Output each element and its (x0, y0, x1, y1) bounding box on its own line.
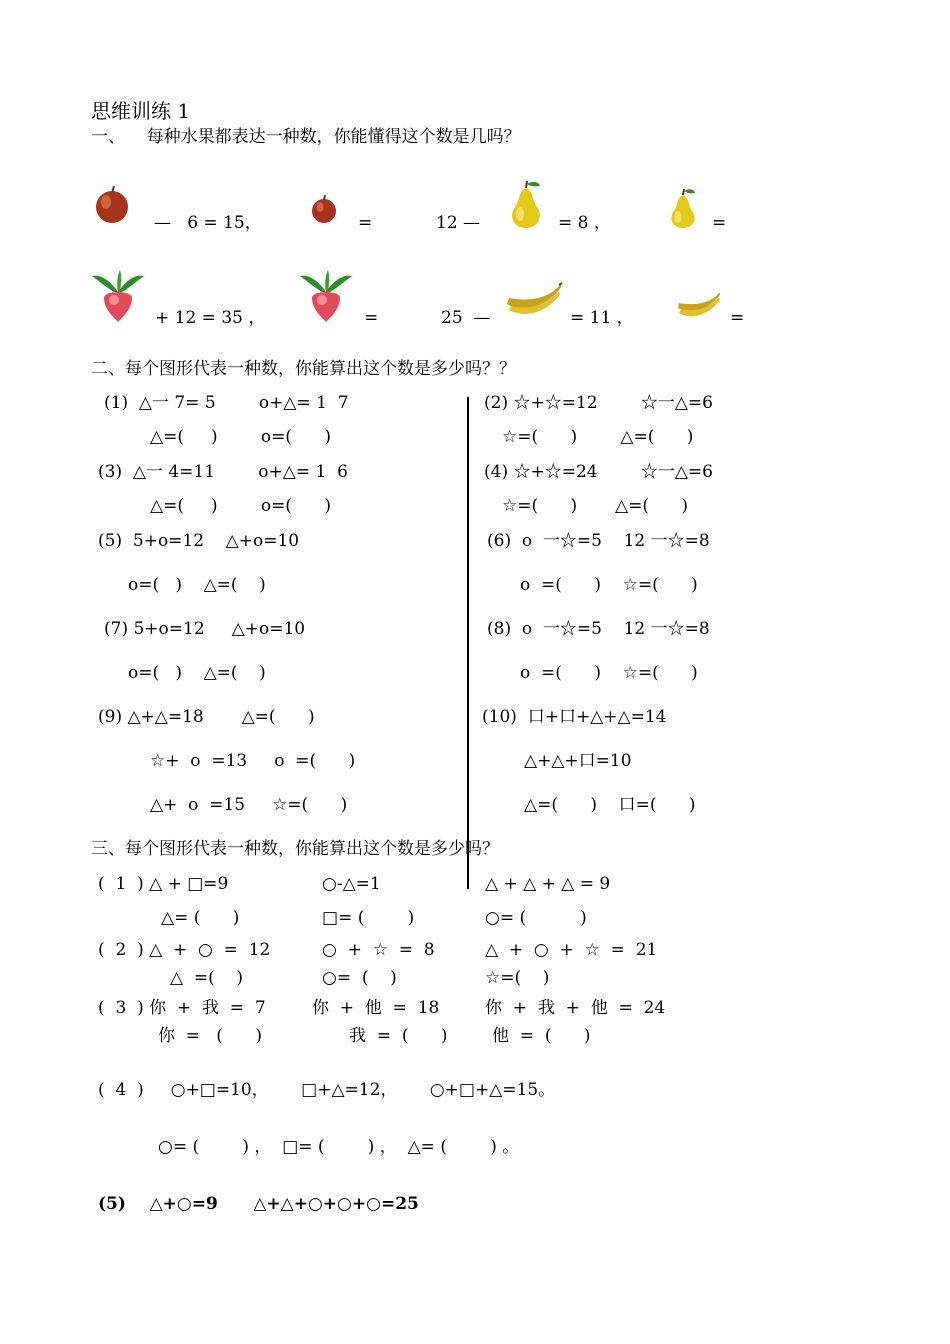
column-divider (467, 397, 469, 889)
section2-heading: 二、每个图形代表一种数，你能算出这个数是多少吗？？ (91, 359, 516, 379)
q2-answer-b: ○= ( ) (322, 968, 397, 988)
eq-banana-minus: 25 — (441, 308, 491, 328)
problem-7-answers: o=( ) △=( ) (128, 663, 266, 683)
problem-10-line1: (10) 口+口+△+△=14 (482, 707, 667, 727)
eq-pear-result: = 8 ， (558, 213, 611, 233)
q3-answer-b: 我 = ( ) (349, 1026, 448, 1046)
q3-equation-c: 你 + 我 + 他 = 24 (485, 998, 666, 1018)
eq-radish-plus: + 12 = 35 ， (155, 308, 266, 328)
problem-9-line2: ☆+ o =13 o =( ) (150, 751, 356, 771)
apple-icon (311, 194, 337, 224)
eq-banana-result: = 11 ， (570, 308, 634, 328)
q3-answer-c: 他 = ( ) (492, 1026, 591, 1046)
problem-8-equations: (8) o 一☆=5 12 一☆=8 (487, 619, 710, 639)
problem-5-equations: (5) 5+o=12 △+o=10 (98, 531, 300, 551)
q3-answer-a: 你 = ( ) (158, 1026, 262, 1046)
q1-equation-b: ○-△=1 (322, 874, 381, 894)
problem-2-equations: (2) ☆+☆=12 ☆一△=6 (484, 393, 713, 413)
pear-icon (665, 188, 701, 230)
eq-pear-equals: = (712, 213, 727, 233)
q2-answer-c: ☆=( ) (485, 968, 550, 988)
problem-9-line3: △+ o =15 ☆=( ) (150, 795, 348, 815)
problem-2-answers: ☆=( ) △=( ) (502, 427, 694, 447)
q2-equation-c: △ + ○ + ☆ = 21 (485, 940, 658, 960)
banana-icon (676, 290, 722, 322)
q1-equation-a: ( 1 ) △ + □=9 (98, 874, 229, 894)
problem-1-equations: (1) △一 7= 5 o+△= 1 7 (104, 393, 349, 413)
radish-icon (90, 270, 146, 324)
problem-7-equations: (7) 5+o=12 △+o=10 (104, 619, 306, 639)
radish-icon (298, 270, 354, 324)
banana-icon (505, 282, 563, 320)
eq-banana-equals: = (730, 308, 745, 328)
problem-4-equations: (4) ☆+☆=24 ☆一△=6 (484, 462, 713, 482)
q2-answer-a: △ =( ) (170, 968, 244, 988)
eq-radish-equals: = (364, 308, 379, 328)
q1-answer-c: ○= ( ) (485, 908, 587, 928)
problem-1-answers: △=( ) o=( ) (150, 427, 331, 447)
q4-equations: ( 4 ) ○+□=10， □+△=12， ○+□+△=15。 (98, 1080, 556, 1100)
pear-icon (504, 180, 548, 230)
section1-heading: 一、 每种水果都表达一种数，你能懂得这个数是几吗？ (91, 127, 521, 147)
q4-answers: ○= ( ) ， □= ( ) ， △= ( ) 。 (158, 1137, 520, 1157)
q5-equations: (5) △+○=9 △+△+○+○+○=25 (98, 1194, 419, 1214)
q2-equation-a: ( 2 ) △ + ○ = 12 (98, 940, 271, 960)
page-title: 思维训练 1 (91, 99, 191, 123)
problem-4-answers: ☆=( ) △=( ) (502, 496, 689, 516)
q1-equation-c: △ + △ + △ = 9 (485, 874, 611, 894)
problem-3-answers: △=( ) o=( ) (150, 496, 331, 516)
section3-heading: 三、每个图形代表一种数，你能算出这个数是多少吗？ (91, 839, 499, 859)
q3-equation-a: ( 3 ) 你 + 我 = 7 (98, 998, 266, 1018)
q1-answer-a: △= ( ) (161, 908, 240, 928)
q3-equation-b: 你 + 他 = 18 (312, 998, 440, 1018)
problem-10-line2: △+△+口=10 (524, 751, 632, 771)
problem-5-answers: o=( ) △=( ) (128, 575, 266, 595)
problem-10-line3: △=( ) 口=( ) (524, 795, 696, 815)
eq-apple-minus: — 6 = 15， (154, 213, 262, 233)
eq-apple-equals: = (358, 213, 373, 233)
eq-pear-minus: 12 — (436, 213, 481, 233)
problem-6-answers: o =( ) ☆=( ) (520, 575, 698, 595)
q2-equation-b: ○ + ☆ = 8 (322, 940, 435, 960)
problem-6-equations: (6) o 一☆=5 12 一☆=8 (487, 531, 710, 551)
problem-3-equations: (3) △一 4=11 o+△= 1 6 (98, 462, 348, 482)
problem-9-line1: (9) △+△=18 △=( ) (98, 707, 315, 727)
q1-answer-b: □= ( ) (322, 908, 415, 928)
problem-8-answers: o =( ) ☆=( ) (520, 663, 698, 683)
apple-icon (94, 183, 130, 225)
